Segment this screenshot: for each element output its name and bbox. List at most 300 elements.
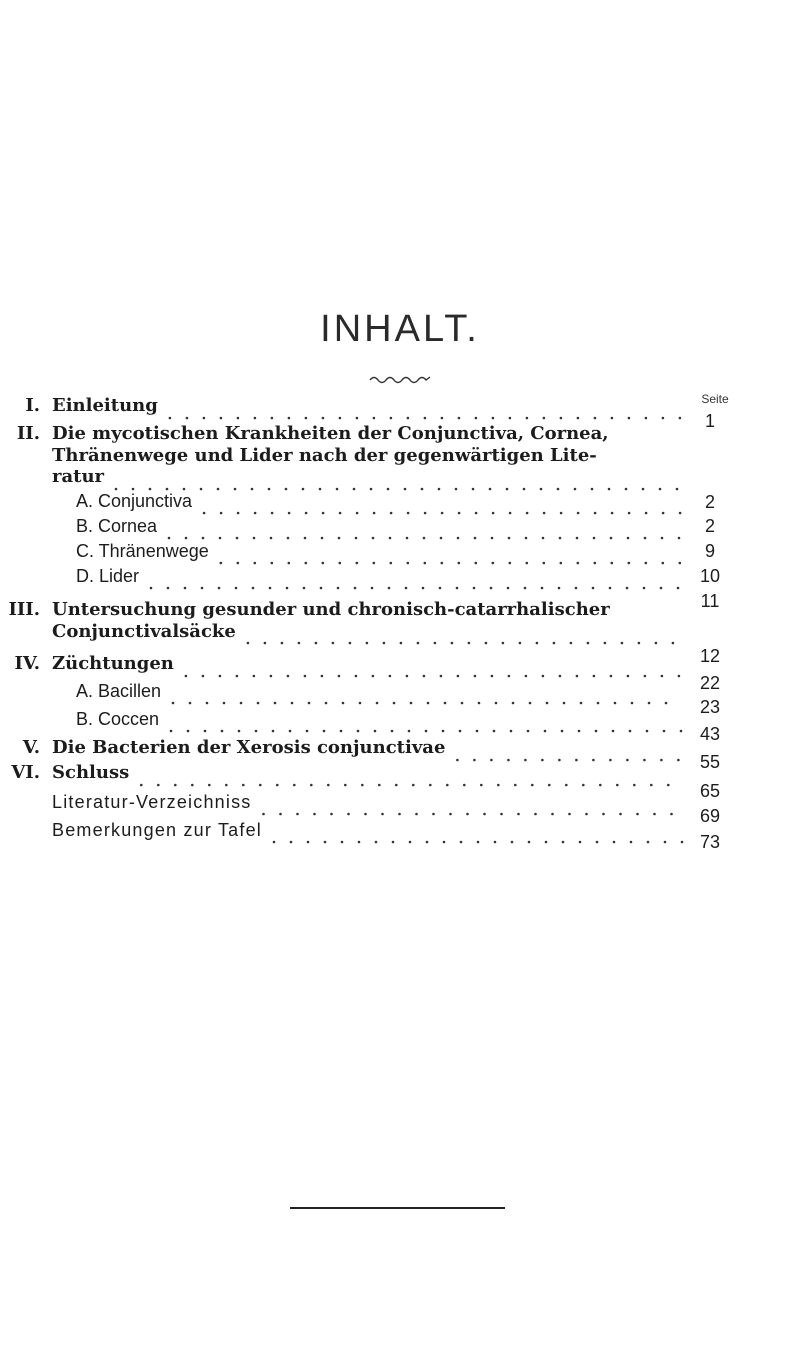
entry-title: Literatur-Verzeichniss bbox=[52, 792, 252, 812]
leader-dot bbox=[354, 587, 357, 590]
entry-title: D. Lider bbox=[76, 566, 140, 586]
leader-dot bbox=[423, 675, 426, 678]
leader-dot bbox=[455, 488, 458, 491]
leader-dot bbox=[338, 537, 341, 540]
leader-dot bbox=[187, 730, 190, 733]
leader-dot bbox=[253, 675, 256, 678]
leader-dot bbox=[475, 562, 478, 565]
leader-dot bbox=[338, 675, 341, 678]
leader-dot bbox=[529, 702, 532, 705]
leader-dot bbox=[677, 587, 680, 590]
leader-dot bbox=[310, 784, 313, 787]
entry-page: 9 bbox=[704, 541, 715, 561]
leader-dot bbox=[438, 488, 441, 491]
leader-dot bbox=[626, 587, 629, 590]
leader-dot bbox=[594, 417, 597, 420]
leader-dot bbox=[140, 784, 143, 787]
leader-dot bbox=[511, 841, 514, 844]
leader-dot bbox=[408, 730, 411, 733]
leader-dot bbox=[391, 730, 394, 733]
leader-dot bbox=[627, 675, 630, 678]
leader-dot bbox=[257, 702, 260, 705]
leader-dot bbox=[611, 562, 614, 565]
entry-title: Züchtungen bbox=[52, 653, 174, 674]
leader-dot bbox=[647, 841, 650, 844]
leader-dot bbox=[409, 841, 412, 844]
leader-dot bbox=[422, 587, 425, 590]
leader-dot bbox=[546, 702, 549, 705]
entry-title-line-1: Die mycotischen Krankheiten der Conjunctiva, Cornea, bbox=[52, 423, 609, 444]
leader-dot bbox=[672, 642, 675, 645]
leader-dot bbox=[644, 537, 647, 540]
leader-dot bbox=[459, 730, 462, 733]
leader-dot bbox=[287, 675, 290, 678]
leader-dot bbox=[240, 702, 243, 705]
leader-dot bbox=[237, 562, 240, 565]
leader-dot bbox=[370, 488, 373, 491]
leader-dot bbox=[415, 813, 418, 816]
leader-dot bbox=[186, 417, 189, 420]
leader-dot bbox=[558, 587, 561, 590]
leader-dot bbox=[456, 759, 459, 762]
leader-dot bbox=[288, 512, 291, 515]
leader-dot bbox=[597, 702, 600, 705]
leader-dot bbox=[576, 675, 579, 678]
leader-dot bbox=[526, 417, 529, 420]
leader-dot bbox=[562, 841, 565, 844]
leader-dot bbox=[374, 730, 377, 733]
leader-dot bbox=[271, 417, 274, 420]
leader-dot bbox=[372, 537, 375, 540]
leader-dot bbox=[492, 512, 495, 515]
leader-dot bbox=[485, 642, 488, 645]
leader-dot bbox=[270, 537, 273, 540]
leader-dot bbox=[509, 512, 512, 515]
leader-dot bbox=[625, 488, 628, 491]
leader-dot bbox=[679, 512, 682, 515]
leader-dot bbox=[490, 587, 493, 590]
leader-dot bbox=[575, 759, 578, 762]
leader-dot bbox=[307, 841, 310, 844]
leader-dot bbox=[289, 730, 292, 733]
leader-dot bbox=[449, 813, 452, 816]
leader-dot bbox=[580, 702, 583, 705]
leader-dot bbox=[559, 537, 562, 540]
leader-dot bbox=[150, 587, 153, 590]
leader-dot bbox=[540, 488, 543, 491]
leader-dot bbox=[457, 537, 460, 540]
leader-dot bbox=[276, 784, 279, 787]
leader-dot bbox=[519, 642, 522, 645]
leader-dot bbox=[646, 730, 649, 733]
leader-dot bbox=[681, 841, 684, 844]
leader-dot bbox=[561, 730, 564, 733]
leader-dot bbox=[466, 813, 469, 816]
leader-dot bbox=[390, 562, 393, 565]
leader-dot bbox=[389, 537, 392, 540]
leader-dot bbox=[577, 562, 580, 565]
page-column-header: Seite bbox=[701, 392, 729, 406]
leader-dot bbox=[602, 813, 605, 816]
leader-dot bbox=[356, 562, 359, 565]
entry-number: III. bbox=[8, 599, 40, 620]
leader-dot bbox=[395, 784, 398, 787]
entry-page: 2 bbox=[704, 516, 715, 536]
leader-dot bbox=[268, 488, 271, 491]
leader-dot bbox=[206, 702, 209, 705]
leader-dot bbox=[417, 642, 420, 645]
leader-dot bbox=[390, 417, 393, 420]
leader-dot bbox=[645, 417, 648, 420]
leader-dot bbox=[594, 562, 597, 565]
leader-dot bbox=[611, 512, 614, 515]
leader-dot bbox=[172, 702, 175, 705]
leader-dot bbox=[563, 702, 566, 705]
leader-dot bbox=[336, 488, 339, 491]
leader-dot bbox=[627, 537, 630, 540]
leader-dot bbox=[332, 642, 335, 645]
leader-dot bbox=[264, 642, 267, 645]
leader-dot bbox=[353, 488, 356, 491]
leader-dot bbox=[344, 784, 347, 787]
leader-dot bbox=[542, 537, 545, 540]
leader-dot bbox=[642, 488, 645, 491]
leader-dot bbox=[630, 841, 633, 844]
leader-dot bbox=[557, 488, 560, 491]
entry-title: C. Thränenwege bbox=[76, 541, 209, 561]
entry-title-line-3: ratur bbox=[52, 466, 105, 487]
leader-dot bbox=[609, 759, 612, 762]
leader-dot bbox=[291, 702, 294, 705]
leader-dot bbox=[477, 841, 480, 844]
leader-dot bbox=[568, 813, 571, 816]
leader-dot bbox=[457, 675, 460, 678]
leader-dot bbox=[594, 512, 597, 515]
leader-dot bbox=[322, 512, 325, 515]
leader-dot bbox=[512, 702, 515, 705]
leader-dot bbox=[347, 813, 350, 816]
leader-dot bbox=[677, 759, 680, 762]
leader-dot bbox=[167, 587, 170, 590]
leader-dot bbox=[592, 587, 595, 590]
leader-dot bbox=[577, 512, 580, 515]
leader-dot bbox=[440, 675, 443, 678]
leader-dot bbox=[219, 537, 222, 540]
leader-dot bbox=[638, 642, 641, 645]
leader-dot bbox=[272, 730, 275, 733]
leader-dot bbox=[259, 784, 262, 787]
leader-dot bbox=[645, 562, 648, 565]
leader-dot bbox=[608, 488, 611, 491]
leader-dot bbox=[321, 537, 324, 540]
leader-dot bbox=[676, 488, 679, 491]
leader-dot bbox=[252, 587, 255, 590]
leader-dot bbox=[475, 417, 478, 420]
leader-dot bbox=[442, 730, 445, 733]
entry-title-line-2: Thränenwege und Lider nach der gegenwärtigen Lite- bbox=[52, 445, 597, 466]
leader-dot bbox=[406, 537, 409, 540]
leader-dot bbox=[524, 759, 527, 762]
entry-title: Schluss bbox=[52, 762, 130, 783]
leader-dot bbox=[542, 675, 545, 678]
leader-dot bbox=[412, 784, 415, 787]
leader-dot bbox=[661, 537, 664, 540]
leader-dot bbox=[392, 841, 395, 844]
leader-dot bbox=[560, 512, 563, 515]
leader-dot bbox=[456, 587, 459, 590]
entry-page: 11 bbox=[700, 591, 720, 611]
leader-dot bbox=[574, 488, 577, 491]
leader-dot bbox=[236, 537, 239, 540]
leader-dot bbox=[157, 784, 160, 787]
leader-dot bbox=[424, 417, 427, 420]
leader-dot bbox=[575, 587, 578, 590]
leader-dot bbox=[185, 537, 188, 540]
leader-dot bbox=[355, 537, 358, 540]
leader-dot bbox=[219, 675, 222, 678]
leader-dot bbox=[475, 512, 478, 515]
leader-dot bbox=[653, 813, 656, 816]
leader-dot bbox=[633, 784, 636, 787]
entry-title: Die Bacterien der Xerosis conjunctivae bbox=[52, 737, 446, 758]
leader-dot bbox=[526, 512, 529, 515]
leader-dot bbox=[619, 813, 622, 816]
leader-dot bbox=[341, 841, 344, 844]
leader-dot bbox=[174, 784, 177, 787]
leader-dot bbox=[679, 562, 682, 565]
leader-dot bbox=[389, 675, 392, 678]
leader-dot bbox=[492, 562, 495, 565]
leader-dot bbox=[356, 417, 359, 420]
leader-dot bbox=[553, 642, 556, 645]
leader-dot bbox=[378, 784, 381, 787]
leader-dot bbox=[279, 813, 282, 816]
leader-dot bbox=[545, 841, 548, 844]
leader-dot bbox=[376, 702, 379, 705]
leader-dot bbox=[324, 841, 327, 844]
leader-dot bbox=[661, 675, 664, 678]
leader-dot bbox=[648, 702, 651, 705]
leader-dot bbox=[304, 675, 307, 678]
entry-title: B. Coccen bbox=[76, 709, 160, 729]
entry-page: 23 bbox=[699, 697, 721, 717]
leader-dot bbox=[184, 587, 187, 590]
leader-dot bbox=[439, 587, 442, 590]
leader-dot bbox=[491, 537, 494, 540]
leader-dot bbox=[560, 562, 563, 565]
leader-dot bbox=[322, 562, 325, 565]
leader-dot bbox=[202, 537, 205, 540]
leader-dot bbox=[285, 488, 288, 491]
leader-dot bbox=[330, 813, 333, 816]
leader-dot bbox=[208, 784, 211, 787]
leader-dot bbox=[247, 642, 250, 645]
leader-dot bbox=[424, 512, 427, 515]
leader-dot bbox=[570, 642, 573, 645]
leader-dot bbox=[337, 587, 340, 590]
leader-dot bbox=[262, 813, 265, 816]
leader-dot bbox=[678, 675, 681, 678]
leader-dot bbox=[444, 702, 447, 705]
leader-dot bbox=[645, 512, 648, 515]
leader-dot bbox=[543, 512, 546, 515]
leader-dot bbox=[507, 587, 510, 590]
leader-dot bbox=[373, 562, 376, 565]
leader-dot bbox=[223, 702, 226, 705]
leader-dot bbox=[473, 759, 476, 762]
leader-dot bbox=[407, 417, 410, 420]
leader-dot bbox=[458, 512, 461, 515]
leader-dot bbox=[596, 841, 599, 844]
leader-dot bbox=[388, 587, 391, 590]
leader-dot bbox=[483, 813, 486, 816]
leader-dot bbox=[202, 675, 205, 678]
entry-page: 69 bbox=[699, 806, 721, 826]
leader-dot bbox=[393, 702, 396, 705]
leader-dot bbox=[489, 488, 492, 491]
leader-dot bbox=[349, 642, 352, 645]
entry-number: II. bbox=[16, 423, 40, 444]
leader-dot bbox=[255, 730, 258, 733]
leader-dot bbox=[426, 841, 429, 844]
leader-dot bbox=[491, 675, 494, 678]
leader-dot bbox=[523, 488, 526, 491]
leader-dot bbox=[270, 675, 273, 678]
leader-dot bbox=[525, 675, 528, 678]
leader-dot bbox=[660, 587, 663, 590]
leader-dot bbox=[534, 813, 537, 816]
leader-dot bbox=[472, 488, 475, 491]
leader-dot bbox=[225, 784, 228, 787]
leader-dot bbox=[356, 512, 359, 515]
entry-title: Bemerkungen zur Tafel bbox=[52, 820, 262, 840]
leader-dot bbox=[536, 642, 539, 645]
leader-dot bbox=[610, 537, 613, 540]
leader-dot bbox=[577, 417, 580, 420]
leader-dot bbox=[359, 702, 362, 705]
leader-dot bbox=[611, 417, 614, 420]
leader-dot bbox=[508, 537, 511, 540]
entry-title-line-2: Conjunctivalsäcke bbox=[52, 621, 236, 642]
leader-dot bbox=[302, 488, 305, 491]
leader-dot bbox=[410, 702, 413, 705]
leader-dot bbox=[662, 512, 665, 515]
leader-dot bbox=[474, 675, 477, 678]
leader-dot bbox=[339, 417, 342, 420]
leader-dot bbox=[662, 417, 665, 420]
leader-dot bbox=[579, 841, 582, 844]
leader-dot bbox=[558, 759, 561, 762]
leader-dot bbox=[587, 642, 590, 645]
leader-dot bbox=[544, 730, 547, 733]
leader-dot bbox=[495, 702, 498, 705]
leader-dot bbox=[451, 642, 454, 645]
leader-dot bbox=[254, 512, 257, 515]
leader-dot bbox=[626, 759, 629, 762]
leader-dot bbox=[578, 730, 581, 733]
leader-dot bbox=[480, 784, 483, 787]
entry-page: 2 bbox=[704, 492, 715, 512]
leader-dot bbox=[517, 813, 520, 816]
leader-dot bbox=[551, 813, 554, 816]
leader-dot bbox=[441, 562, 444, 565]
leader-dot bbox=[432, 813, 435, 816]
leader-dot bbox=[628, 562, 631, 565]
leader-dot bbox=[372, 675, 375, 678]
leader-dot bbox=[670, 813, 673, 816]
leader-dot bbox=[303, 587, 306, 590]
leader-dot bbox=[492, 417, 495, 420]
leader-dot bbox=[355, 675, 358, 678]
leader-dot bbox=[541, 759, 544, 762]
leader-dot bbox=[663, 730, 666, 733]
leader-dot bbox=[502, 642, 505, 645]
leader-dot bbox=[461, 702, 464, 705]
entry-page: 73 bbox=[699, 832, 721, 852]
leader-dot bbox=[381, 813, 384, 816]
leader-dot bbox=[407, 512, 410, 515]
leader-dot bbox=[339, 562, 342, 565]
leader-dot bbox=[628, 417, 631, 420]
leader-dot bbox=[500, 813, 503, 816]
leader-dot bbox=[528, 841, 531, 844]
leader-dot bbox=[168, 537, 171, 540]
leader-dot bbox=[293, 784, 296, 787]
leader-dot bbox=[476, 730, 479, 733]
leader-dot bbox=[541, 587, 544, 590]
leader-dot bbox=[327, 784, 330, 787]
leader-dot bbox=[220, 562, 223, 565]
leader-dot bbox=[236, 675, 239, 678]
bottom-rule bbox=[290, 1207, 505, 1209]
leader-dot bbox=[509, 562, 512, 565]
entry-title-line-1: Untersuchung gesunder und chronisch-catarrhalischer bbox=[52, 599, 610, 620]
leader-dot bbox=[218, 587, 221, 590]
leader-dot bbox=[490, 759, 493, 762]
leader-dot bbox=[305, 562, 308, 565]
leader-dot bbox=[281, 642, 284, 645]
leader-dot bbox=[610, 675, 613, 678]
leader-dot bbox=[604, 642, 607, 645]
leader-dot bbox=[559, 675, 562, 678]
leader-dot bbox=[643, 587, 646, 590]
leader-dot bbox=[170, 730, 173, 733]
leader-dot bbox=[599, 784, 602, 787]
leader-dot bbox=[473, 587, 476, 590]
leader-dot bbox=[463, 784, 466, 787]
leader-dot bbox=[390, 512, 393, 515]
leader-dot bbox=[235, 587, 238, 590]
leader-dot bbox=[494, 841, 497, 844]
leader-dot bbox=[251, 488, 254, 491]
leader-dot bbox=[305, 417, 308, 420]
leader-dot bbox=[271, 512, 274, 515]
leader-dot bbox=[406, 675, 409, 678]
leader-dot bbox=[458, 417, 461, 420]
leader-dot bbox=[203, 417, 206, 420]
leader-dot bbox=[548, 784, 551, 787]
leader-dot bbox=[287, 537, 290, 540]
leader-dot bbox=[189, 702, 192, 705]
leader-dot bbox=[614, 702, 617, 705]
page-title: INHALT. bbox=[320, 308, 480, 350]
leader-dot bbox=[421, 488, 424, 491]
leader-dot bbox=[340, 730, 343, 733]
entry-title: A. Conjunctiva bbox=[76, 491, 193, 511]
leader-dot bbox=[373, 512, 376, 515]
leader-dot bbox=[508, 675, 511, 678]
entry-number: VI. bbox=[11, 762, 40, 783]
